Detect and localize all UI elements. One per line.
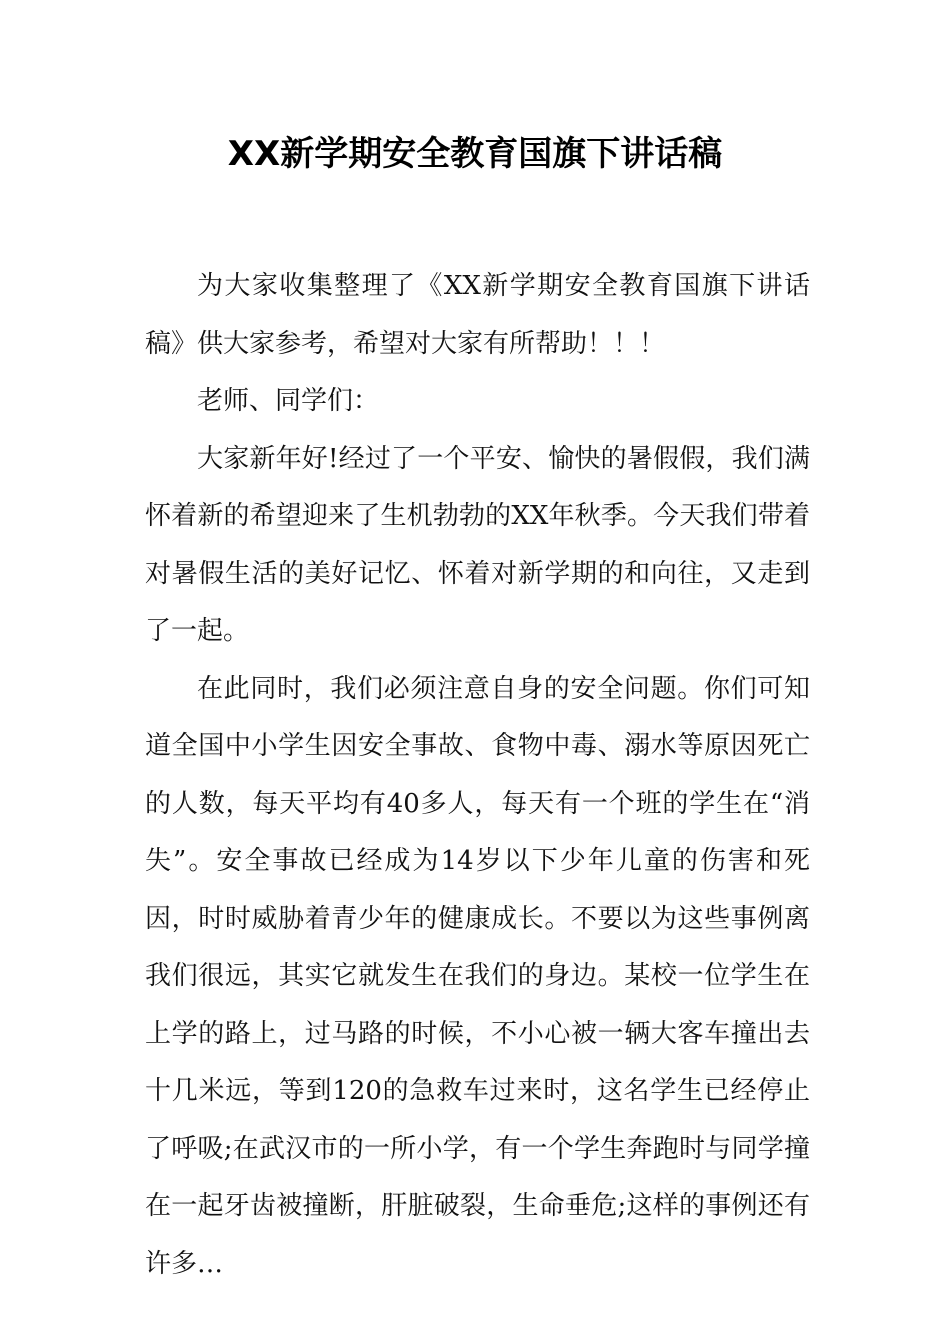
page-title: XX新学期安全教育国旗下讲话稿 — [227, 134, 723, 174]
document-body — [145, 258, 810, 1293]
paragraph-safety: 在此同时，我们必须注意自身的安全问题。你们可知道全国中小学生因安全事故、食物中毒、溺水等原因死亡的人数，每天平均有40多人，每天有一个班的学生在“消失”。安全事故已经成为14岁以下少年儿童的伤害和死因，时时威胁着青少年的健康成长。不要以为这些事例离我们很远，其实它就发生在我们的身边。某校一位学生在上学的路上，过马路的时候，不小心被一辆大客车撞出去十几米远，等到120的急救车过来时，这名学生已经停止了呼吸;在武汉市的一所小学，有一个学生奔跑时与同学撞在一起牙齿被撞断，肝脏破裂，生命垂危;这样的事例还有许多… — [145, 673, 810, 1279]
paragraph-intro: 为大家收集整理了《XX新学期安全教育国旗下讲话稿》供大家参考，希望对大家有所帮助！！！ — [145, 271, 810, 359]
paragraph-new-term: 大家新年好!经过了一个平安、愉快的暑假假，我们满怀着新的希望迎来了生机勃勃的XX年秋季。今天我们带着对暑假生活的美好记忆、怀着对新学期的和向往，又走到了一起。 — [145, 443, 810, 646]
paragraph-greeting: 老师、同学们： — [197, 386, 380, 416]
